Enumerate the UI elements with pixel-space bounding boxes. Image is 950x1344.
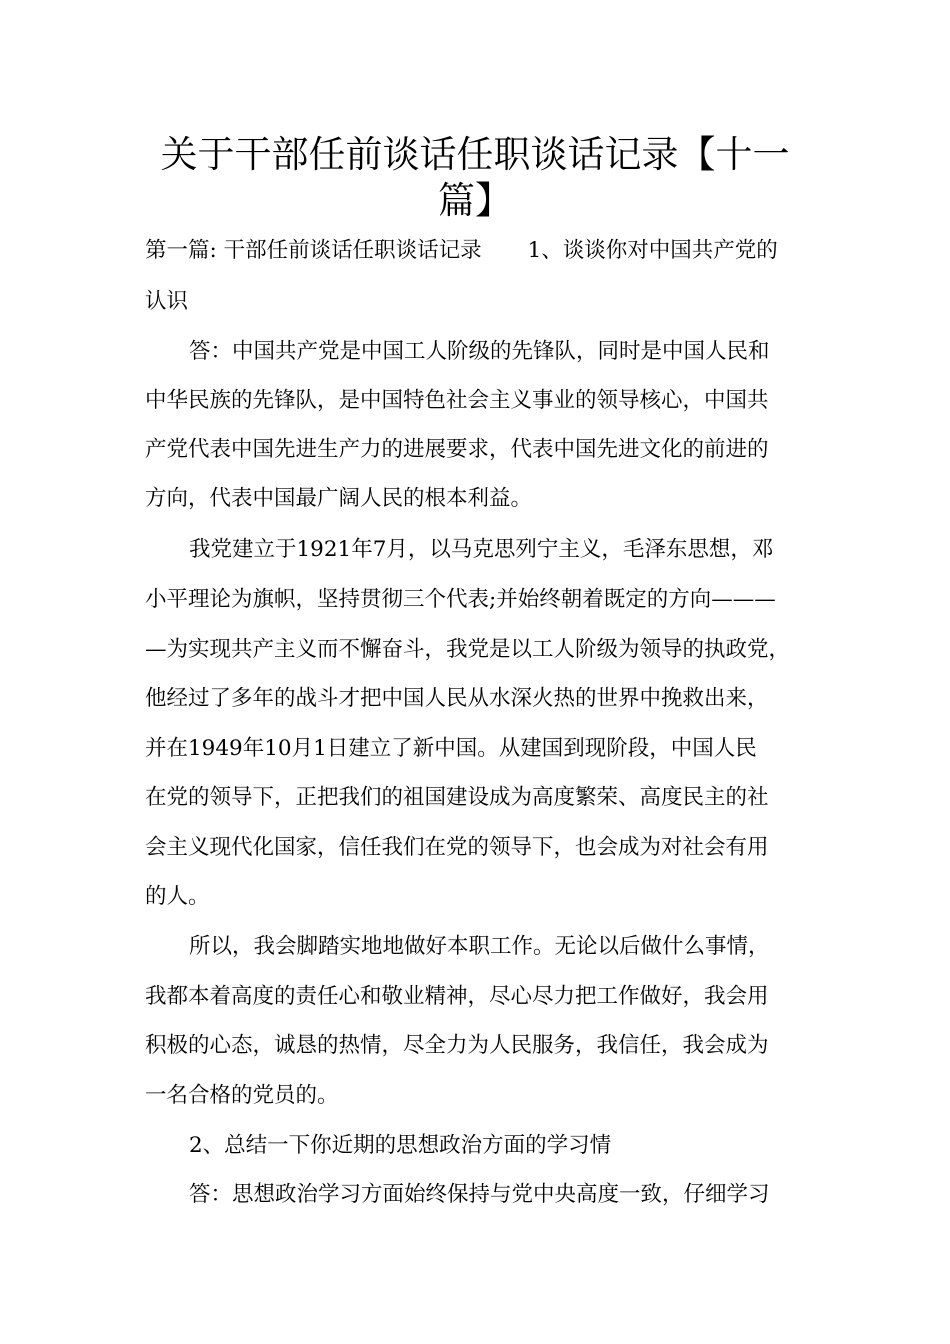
section-heading: 第一篇: 干部任前谈话任职谈话记录 [145, 238, 482, 263]
document-title-line-1: 关于干部任前谈话任职谈话记录【十一 [160, 133, 790, 176]
body-line: 我都本着高度的责任心和敬业精神，尽心尽力把工作做好，我会用 [145, 984, 769, 1009]
body-line: 产党代表中国先进生产力的进展要求，代表中国先进文化的前进的 [145, 437, 769, 462]
body-line: 答：中国共产党是中国工人阶级的先锋队，同时是中国人民和 [189, 339, 770, 364]
body-line: 的人。 [145, 884, 210, 909]
body-line: 他经过了多年的战斗才把中国人民从水深火热的世界中挽救出来， [145, 686, 769, 711]
body-line: 所以，我会脚踏实地地做好本职工作。无论以后做什么事情， [189, 934, 770, 959]
body-line: 我党建立于1921年7月，以马克思列宁主义，毛泽东思想，邓 [189, 537, 774, 562]
body-line: 2、总结一下你近期的思想政治方面的学习情 [189, 1133, 612, 1158]
body-line: 答：思想政治学习方面始终保持与党中央高度一致，仔细学习 [189, 1182, 770, 1207]
body-line: 中华民族的先锋队，是中国特色社会主义事业的领导核心，中国共 [145, 388, 769, 413]
document-title-line-2: 篇】 [438, 179, 512, 222]
body-line: 方向，代表中国最广阔人民的根本利益。 [145, 486, 533, 511]
body-line: 会主义现代化国家，信任我们在党的领导下，也会成为对社会有用 [145, 835, 769, 860]
body-line: 小平理论为旗帜，坚持贯彻三个代表;并始终朝着既定的方向——— [145, 587, 776, 612]
first-paragraph-line [145, 236, 778, 266]
question-1: 1、谈谈你对中国共产党的 [527, 238, 778, 263]
body-line: 积极的心态，诚恳的热情，尽全力为人民服务，我信任，我会成为 [145, 1033, 769, 1058]
body-line: 在党的领导下，正把我们的祖国建设成为高度繁荣、高度民主的社 [145, 785, 769, 810]
body-line: 并在1949年10月1日建立了新中国。从建国到现阶段，中国人民 [145, 736, 757, 761]
body-line: 一名合格的党员的。 [145, 1083, 339, 1108]
body-line: 认识 [145, 289, 189, 314]
body-line: —为实现共产主义而不懈奋斗，我党是以工人阶级为领导的执政党， [145, 637, 791, 662]
